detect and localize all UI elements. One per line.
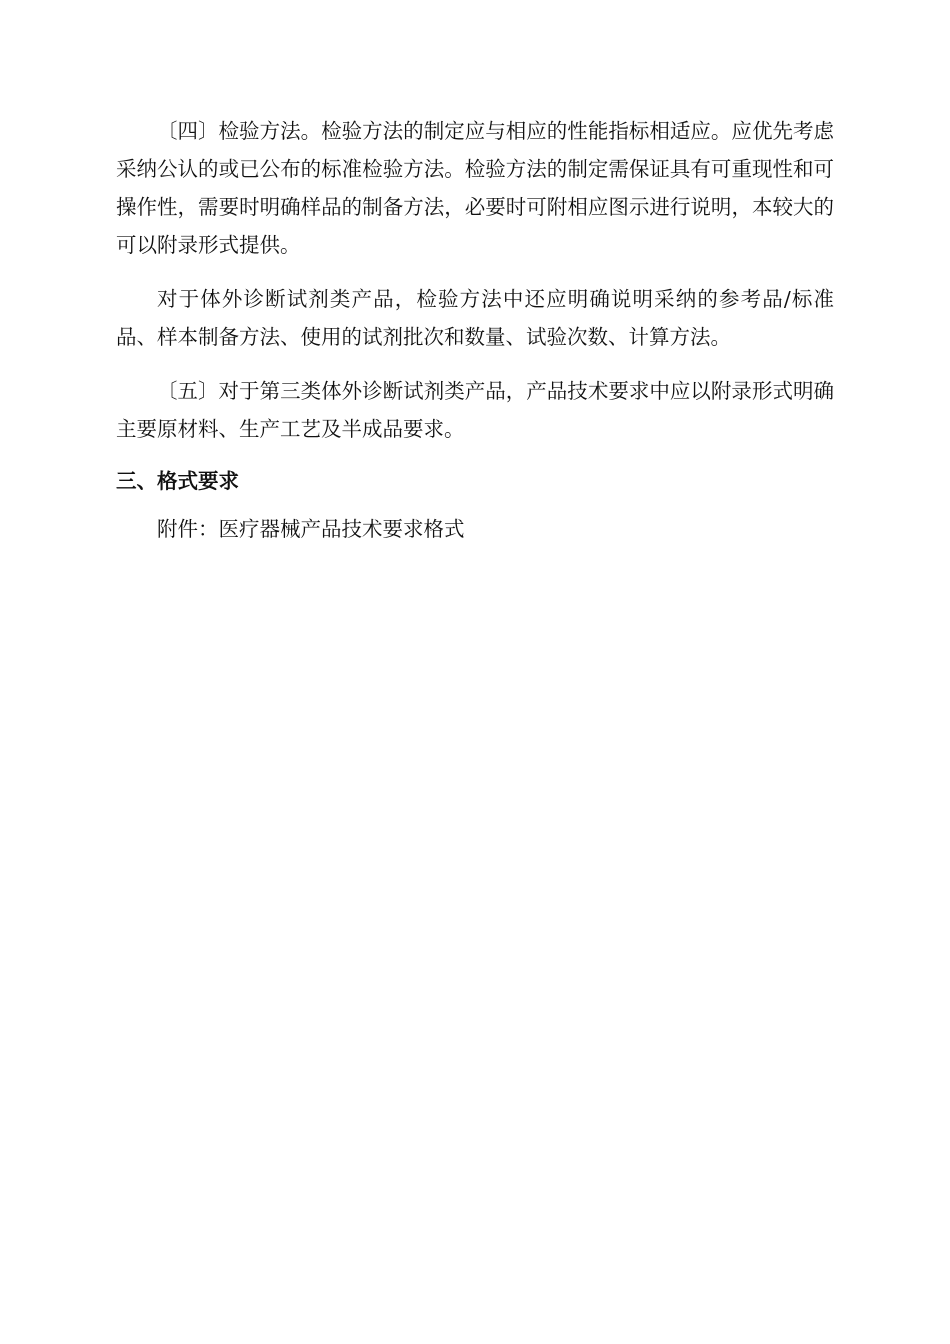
- document-body: [116, 112, 834, 564]
- paragraph-inspection-method: 〔四〕检验方法。检验方法的制定应与相应的性能指标相适应。应优先考虑采纳公认的或已公布的标准检验方法。检验方法的制定需保证具有可重现性和可操作性，需要时明确样品的制备方法，必要时可附相应图示进行说明，本较大的可以附录形式提供。: [116, 119, 834, 257]
- section-heading-format-requirements: 三、格式要求: [116, 469, 239, 493]
- paragraph-class-three-ivd: 〔五〕对于第三类体外诊断试剂类产品，产品技术要求中应以附录形式明确主要原材料、生产工艺及半成品要求。: [116, 379, 834, 441]
- attachment-line: 附件：医疗器械产品技术要求格式: [157, 517, 465, 541]
- paragraph-ivd-inspection: 对于体外诊断试剂类产品，检验方法中还应明确说明采纳的参考品/标准品、样本制备方法、使用的试剂批次和数量、试验次数、计算方法。: [116, 287, 834, 349]
